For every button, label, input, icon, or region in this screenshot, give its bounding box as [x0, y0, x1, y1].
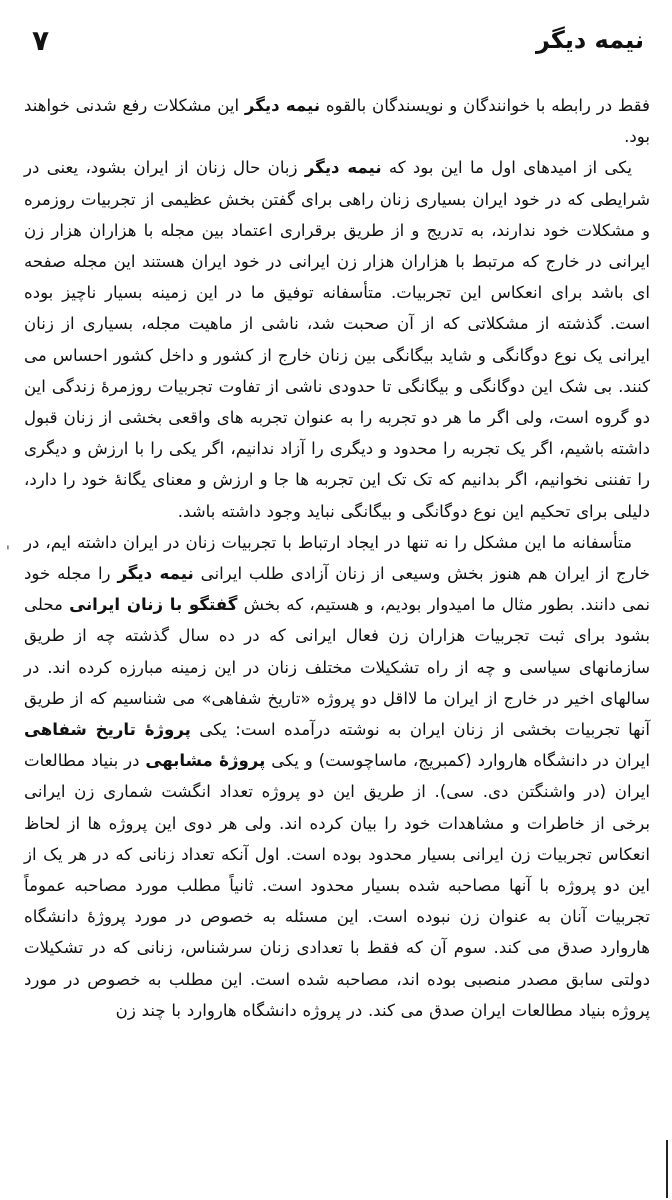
text-run: فقط در رابطه با خوانندگان و نویسندگان بالقوه — [320, 96, 650, 115]
bold-term: پروژهٔ مشابهی — [145, 751, 266, 771]
text-run: محلی بشود برای ثبت تجربیات هزاران زن فعال ایرانی که در ده سال گذشته چه از طریق سازمانهای سیاسی و چه از راه تشکیلات مختلف زنان در این زمینه مبارزه کرده اند. در سالهای اخیر در خارج از ایران ما لااقل دو پروژه «تاریخ شفاهی» می شناسیم که از طریق آنها تجربیات بخشی از زنان ایران به نوشته درآمده است: یکی — [24, 595, 650, 740]
paragraph — [24, 90, 650, 152]
page-edge-shadow — [666, 1140, 668, 1198]
text-run: ایران در دانشگاه هاروارد (کمبریج، ماساچوست) و یکی — [265, 751, 650, 771]
bold-term: پروژهٔ تاریخ شفاهی — [24, 720, 191, 740]
text-run: متأسفانه ما این مشکل را نه تنها در ایجاد ارتباط با تجربیات زنان در ایران داشته ایم، در خارج از ایران هم هنوز بخش وسیعی از زنان آزادی طلب ایرانی — [24, 532, 650, 584]
page-number: ۷ — [32, 24, 50, 57]
margin-mark: ' — [6, 544, 10, 560]
page-header — [28, 22, 644, 62]
paragraph — [24, 152, 650, 526]
body-text — [24, 90, 650, 1026]
text-run: یکی از امیدهای اول ما این بود که — [381, 158, 632, 178]
bold-term: گفتگو با زنان ایرانی — [69, 595, 238, 615]
paragraph — [24, 527, 650, 1026]
bold-term: نیمه دیگر — [117, 564, 194, 584]
bold-term: نیمه دیگر — [244, 96, 321, 115]
bold-term: نیمه دیگر — [304, 158, 382, 178]
text-run: را مجله خود نمی دانند. بطور مثال ما امیدوار بودیم، و هستیم، که بخش — [24, 564, 650, 615]
text-run: این مشکلات رفع شدنی خواهند بود. — [24, 96, 650, 147]
running-title: نیمه دیگر — [535, 26, 644, 54]
text-run: زبان حال زنان از ایران بشود، یعنی در شرایطی که در خود ایران بسیاری زنان راهی برای گفتن بخش عظیمی از تجربیات روزمره و مشکلات خود ندارند، به تدریج و از طریق برقراری اعتماد بین مجله با هزاران هزار زن ایرانی در خارج که مرتبط با هزاران هزار زن ایرانی در خود ایران هستند این مجله صفحه ای باشد برای انعکاس این تجربیات. متأسفانه توفیق ما در این زمینه بسیار ناچیز بوده است. گذشته از مشکلاتی که از آن صحبت شد، ناشی از ماهیت مجله، بسیاری از زنان ایرانی یک نوع دوگانگی و شاید بیگانگی بین زنان خارج از کشور و داخل کشور احساس می کنند. بی شک این دوگانگی و بیگانگی تا حدودی ناشی از تفاوت تجربیات روزمرهٔ زندگی این دو گروه است، ولی اگر ما هر دو تجربه را به عنوان تجربه های واقعی بخشی از زنان قبول داشته باشیم، اگر یک تجربه را محدود و دیگری را آزاد ندانیم، اگر یکی را با ارزش و دیگری را تفننی نخوانیم، اگر بدانیم که تک تک این تجربه ها جا و ارزش و معنای یگانهٔ خود را دارد، دلیلی برای تحکیم این نوع دوگانگی و بیگانگی نباید وجود داشته باشد. — [24, 158, 650, 521]
text-run: در بنیاد مطالعات ایران (در واشنگتن دی. سی). از طریق این دو پروژه تعداد انگشت شماری زن ایرانی برخی از خاطرات و مشاهدات خود را بیان کرده اند. ولی هر دوی این پروژه ها از لحاظ انعکاس تجربیات زن ایرانی بسیار محدود بوده است. اول آنکه تعداد زنانی که در هر یک از این دو پروژه با آنها مصاحبه شده بسیار محدود است. ثانیاً مطلب مورد مصاحبه عموماً تجربیات آنان به عنوان زن نبوده است. این مسئله به خصوص در مورد پروژهٔ دانشگاه هاروارد صدق می کند. سوم آن که فقط با تعدادی زنان سرشناس، زنانی که در تشکیلات دولتی سابق مصدر منصبی بوده اند، مصاحبه شده است. این مطلب به خصوص در مورد پروژه بنیاد مطالعات ایران صدق می کند. در پروژه دانشگاه هاروارد با چند زن — [24, 751, 650, 1020]
